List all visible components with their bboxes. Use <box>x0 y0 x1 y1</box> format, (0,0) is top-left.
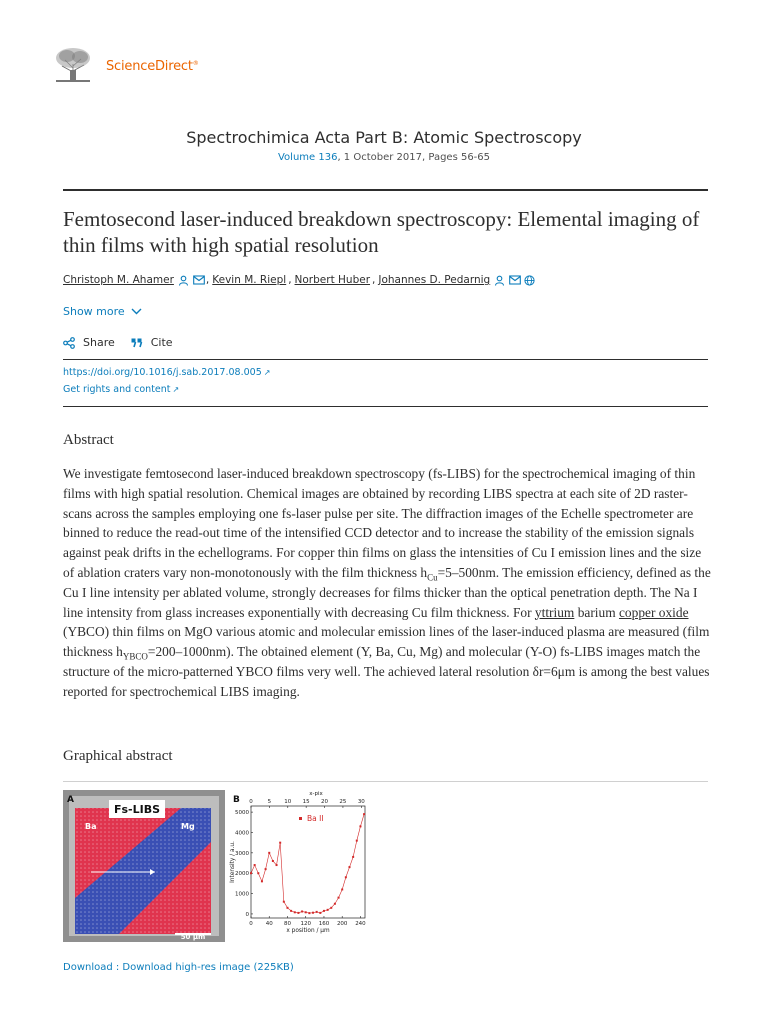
top-tick-label: 20 <box>321 799 329 805</box>
y-tick-label: 2000 <box>235 871 249 878</box>
download-image-link[interactable]: Download : Download high-res image (225KB) <box>63 962 294 973</box>
data-point <box>323 910 325 912</box>
show-more-label: Show more <box>63 305 125 318</box>
data-point <box>268 852 270 854</box>
data-point <box>279 842 281 844</box>
linked-term[interactable]: yttrium <box>534 604 575 620</box>
data-point <box>316 911 318 913</box>
graphical-abstract-heading: Graphical abstract <box>63 748 173 764</box>
data-point <box>272 860 274 862</box>
data-point <box>330 907 332 909</box>
mail-icon[interactable] <box>509 275 520 286</box>
data-point <box>257 872 259 874</box>
data-point <box>294 911 296 913</box>
share-button[interactable] <box>63 336 115 349</box>
quote-icon <box>131 338 143 348</box>
data-point <box>312 912 314 914</box>
abstract-segment: barium <box>574 604 619 620</box>
abstract-segment: =5–500nm. The emission efficiency, defined as the Cu I line intensity per ablated volume, strongly decreases for films thicker than the optical penetration depth. The Na I line intensity from glass increases exponentially with decreasing Cu film thickness. For <box>63 564 711 620</box>
panel-a <box>63 790 225 942</box>
mail-icon[interactable] <box>193 275 204 286</box>
data-point <box>341 888 343 890</box>
trademark: ® <box>192 60 199 67</box>
top-tick-label: 10 <box>284 799 292 805</box>
top-tick-label: 5 <box>267 799 272 805</box>
rights-link[interactable] <box>63 384 179 395</box>
abstract-segment: We investigate femtosecond laser-induced breakdown spectroscopy (fs-LIBS) for the spectrochemical imaging of thin films with high spatial resolution. Chemical images are obtained by recording LIBS spectra at each site of 2D raster-scans across the samples employing one fs-laser pulse per site. The diffraction images of the Echelle spectrometer are binned to reduce the read-out time of the intensified CCD detector and to increase the stability of the emission signals against peak drifts in the echellograms. For copper thin films on glass the intensities of Cu I emission lines and the size of ablation craters vary non-monotonously with the film thickness h <box>63 466 702 580</box>
legend-swatch <box>299 817 302 820</box>
author-separator: , <box>205 274 210 286</box>
abstract-heading: Abstract <box>63 432 114 448</box>
cite-label: Cite <box>150 336 173 349</box>
linked-term[interactable]: copper oxide <box>618 604 689 620</box>
author-separator: , <box>372 274 376 286</box>
top-tick-label: 0 <box>249 799 253 805</box>
person-icon[interactable] <box>494 275 505 286</box>
data-point <box>254 864 256 866</box>
y-tick-label: 3000 <box>235 850 249 857</box>
show-more-button[interactable] <box>63 305 142 318</box>
data-point <box>356 840 358 842</box>
header-divider <box>63 189 708 191</box>
top-tick-label: 15 <box>302 799 310 805</box>
panel-b-background <box>229 790 373 942</box>
y-tick-label: 5000 <box>235 810 249 817</box>
article-title: Femtosecond laser-induced breakdown spectroscopy: Elemental imaging of thin films with high spatial resolution <box>63 207 700 257</box>
share-icon <box>63 337 75 349</box>
rights-text: Get rights and content <box>63 384 171 395</box>
data-point <box>290 910 292 912</box>
data-point <box>250 872 252 874</box>
data-point <box>301 910 303 912</box>
data-point <box>297 912 299 914</box>
data-point <box>276 864 278 866</box>
panel-b-chart <box>229 790 373 942</box>
article-actions <box>63 336 189 349</box>
data-point <box>305 911 307 913</box>
data-point <box>352 856 354 858</box>
scale-bar-label: 50 µm <box>180 933 206 941</box>
x-tick-label: 200 <box>336 921 348 927</box>
subscript: YBCO <box>122 651 148 662</box>
volume-link[interactable]: Volume 136 <box>277 152 338 163</box>
data-point <box>308 912 310 914</box>
abstract-segment: =200–1000nm). The obtained element (Y, Ba, Cu, Mg) and molecular (Y-O) fs-LIBS images match the structure of the micro-patterned YBCO films very well. The achieved lateral resolution δr=6μm is among the best values reported for spectrochemical LIBS imaging. <box>63 644 710 699</box>
panel-a-letter: A <box>67 795 74 805</box>
data-point <box>265 868 267 870</box>
chevron-down-icon <box>131 308 142 315</box>
top-axis-label: x-pix <box>309 791 323 797</box>
cite-button[interactable] <box>131 336 173 349</box>
journal-title[interactable]: Spectrochimica Acta Part B: Atomic Spectroscopy <box>186 128 582 147</box>
ba-tag: Ba <box>85 822 97 831</box>
x-tick-label: 160 <box>318 921 330 927</box>
data-point <box>334 903 336 905</box>
graphical-abstract-figure[interactable] <box>63 790 373 942</box>
author-name[interactable]: Norbert Huber <box>294 274 371 286</box>
y-tick-label: 4000 <box>235 830 249 837</box>
y-tick-label: 1000 <box>235 891 249 898</box>
x-tick-label: 240 <box>355 921 366 927</box>
data-point <box>261 880 263 882</box>
author-list <box>63 274 535 286</box>
data-point <box>319 912 321 914</box>
data-point <box>359 825 361 827</box>
x-axis-label: x position / µm <box>286 928 330 934</box>
x-tick-label: 0 <box>249 921 253 927</box>
data-point <box>283 901 285 903</box>
meta-divider-top <box>63 359 708 360</box>
elsevier-logo[interactable] <box>50 44 96 84</box>
doi-link[interactable] <box>63 367 270 378</box>
author-name[interactable]: Christoph M. Ahamer <box>63 274 174 286</box>
top-tick-label: 30 <box>357 799 365 805</box>
x-tick-label: 80 <box>283 921 291 927</box>
legend-label: Ba II <box>307 814 324 823</box>
abstract-text <box>63 464 711 702</box>
x-tick-label: 120 <box>300 921 311 927</box>
external-link-icon: ↗ <box>172 385 180 394</box>
panel-b-letter: B <box>233 795 240 805</box>
brand-name: ScienceDirect <box>106 59 193 74</box>
abstract-segment: (YBCO) thin films on MgO various atomic and molecular emission lines of the laser-induced plasma are measured (film thickness h <box>63 624 710 660</box>
fs-libs-label: Fs-LIBS <box>113 803 161 816</box>
globe-icon[interactable] <box>524 275 535 286</box>
mg-tag: Mg <box>181 822 195 831</box>
subscript: Cu <box>427 572 438 583</box>
data-point <box>348 866 350 868</box>
graphical-abstract-divider <box>63 781 708 782</box>
volume-info <box>0 152 768 163</box>
author-name[interactable]: Kevin M. Riepl <box>212 274 287 286</box>
sciencedirect-brand[interactable] <box>106 59 199 74</box>
external-link-icon: ↗ <box>263 368 271 377</box>
data-point <box>345 876 347 878</box>
data-point <box>327 909 329 911</box>
data-point <box>363 813 365 815</box>
doi-text: https://doi.org/10.1016/j.sab.2017.08.005 <box>63 367 262 378</box>
data-point <box>286 907 288 909</box>
y-axis-label: Intensity / a.u. <box>230 841 236 883</box>
y-tick-label: 0 <box>245 911 249 918</box>
x-tick-label: 40 <box>265 921 273 927</box>
issue-info: , 1 October 2017, Pages 56-65 <box>337 152 491 163</box>
author-separator: , <box>288 274 292 286</box>
share-label: Share <box>83 336 115 349</box>
author-name[interactable]: Johannes D. Pedarnig <box>378 274 491 286</box>
person-icon[interactable] <box>178 275 189 286</box>
data-point <box>338 897 340 899</box>
meta-divider-bottom <box>63 406 708 407</box>
top-tick-label: 25 <box>339 799 347 805</box>
